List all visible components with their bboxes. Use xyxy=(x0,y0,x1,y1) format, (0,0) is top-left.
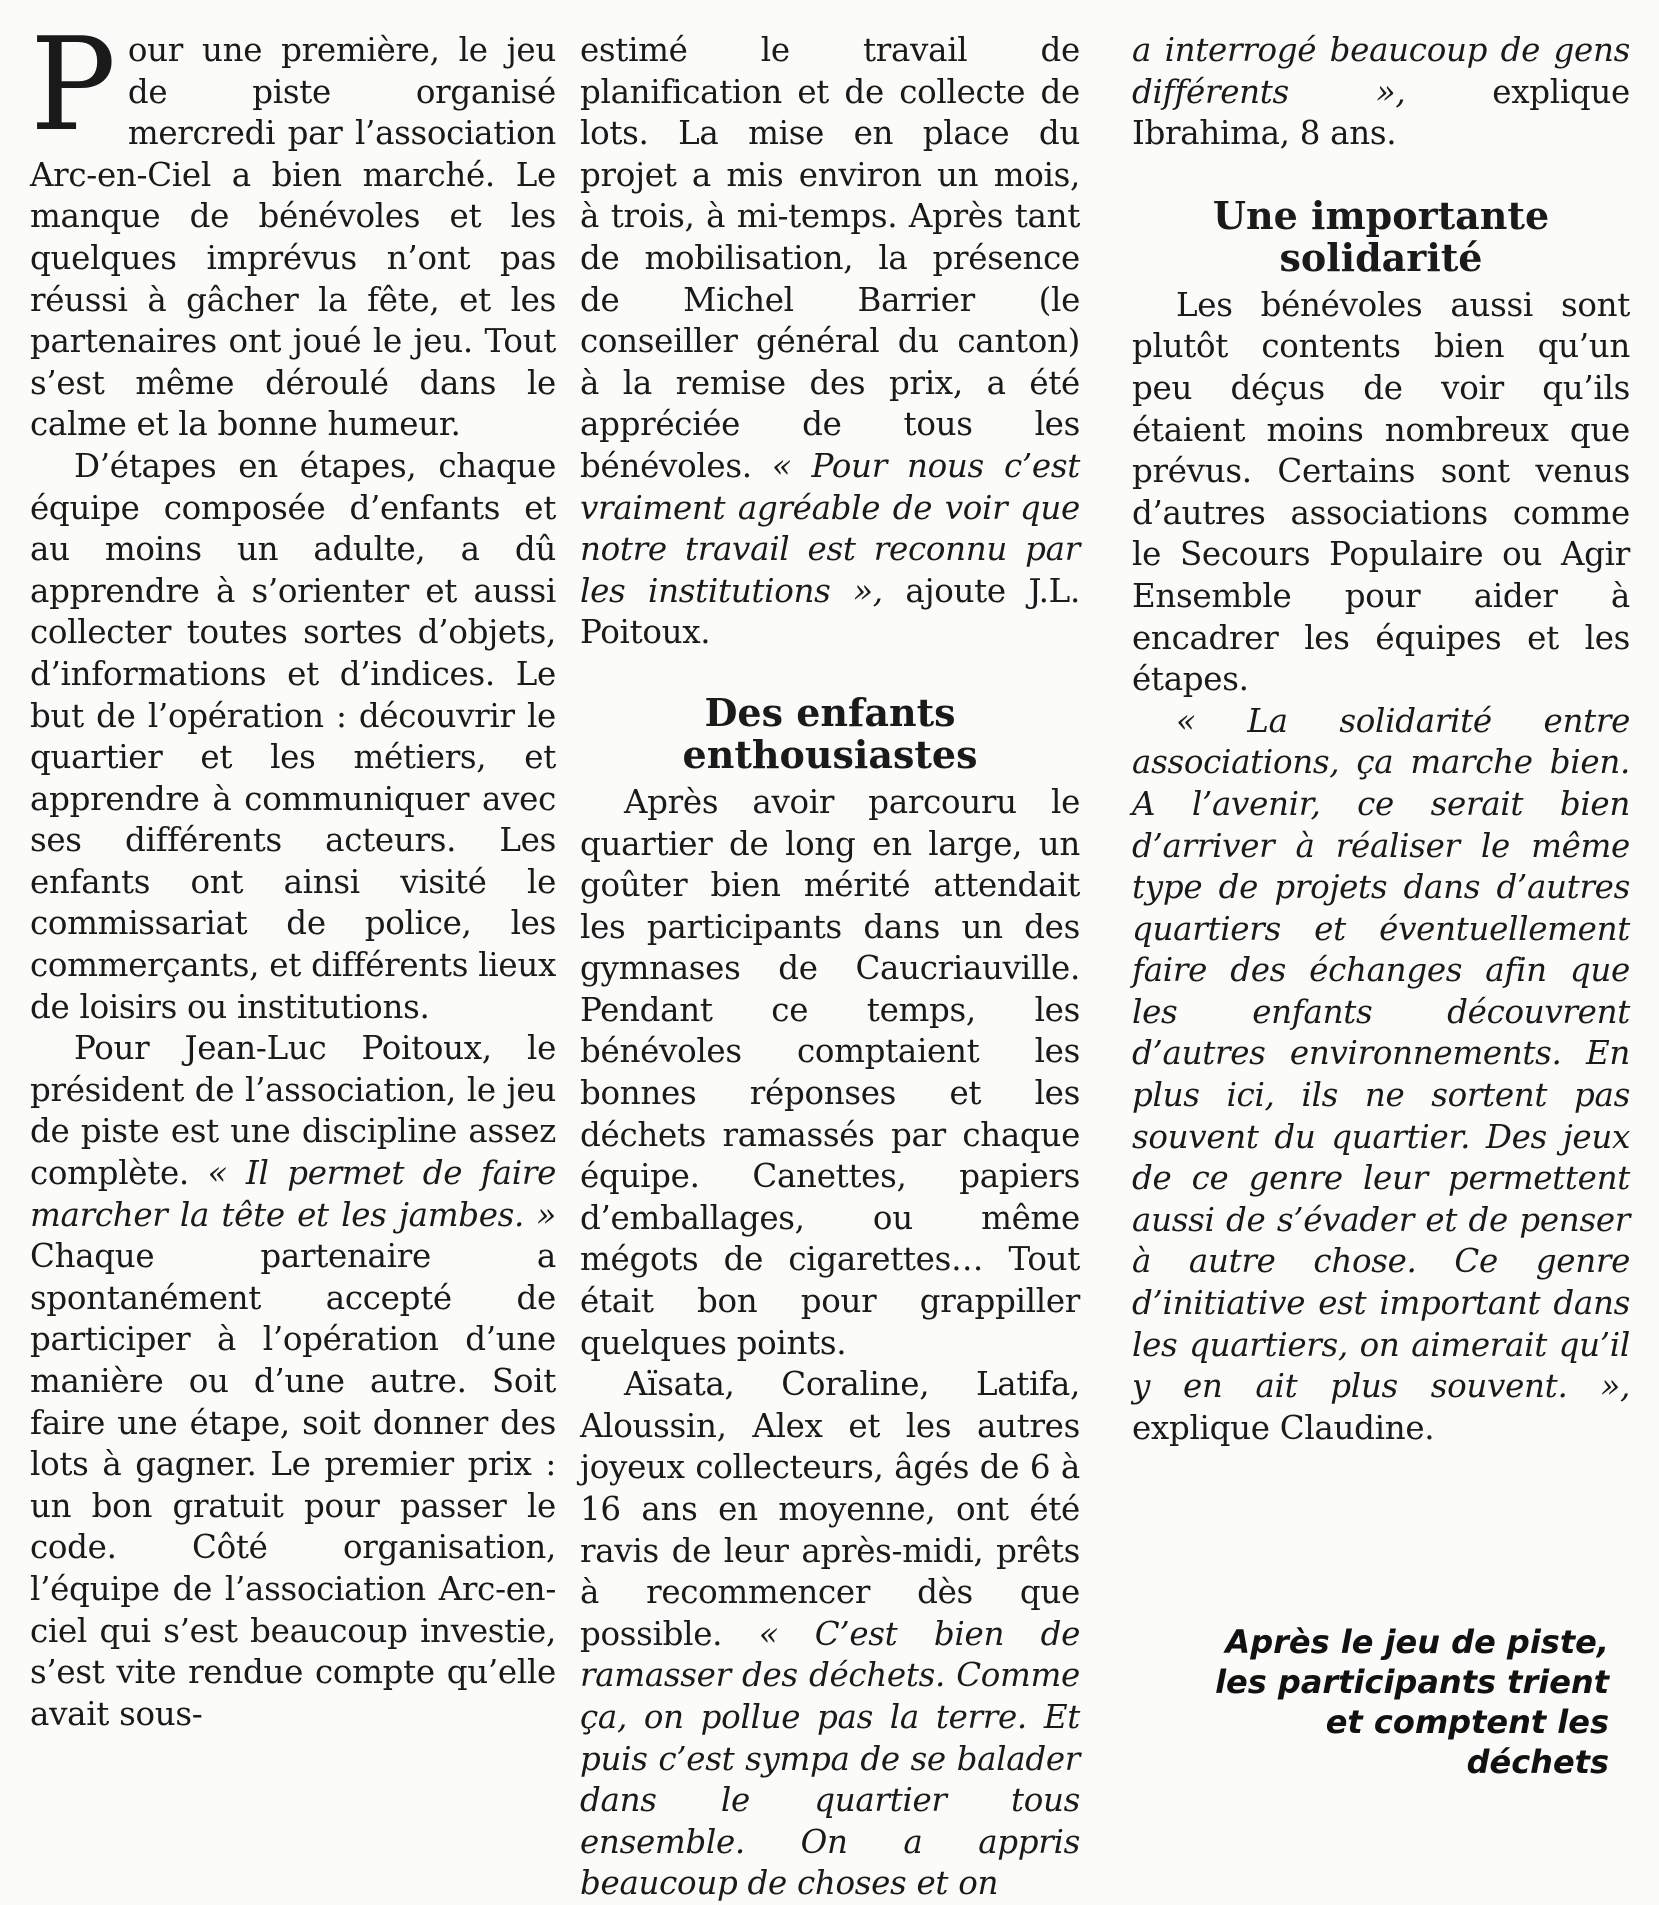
quote-text: a interrogé beaucoup de gens différents », xyxy=(1132,31,1630,111)
intro-text: our une première, le jeu de piste organisé mercredi par l’association Arc-en-Ciel a bien marché. Le manque de bénévoles et les quelques imprévus n’ont pas réussi à gâcher la fête, et les partenaires ont joué le jeu. Tout s’est même déroulé dans le calme et la bonne humeur. xyxy=(30,31,556,444)
intro-paragraph xyxy=(30,11,556,446)
body-text: Chaque partenaire a spontanément accepté de participer à l’opération d’une manière ou d’une autre. Soit faire une étape, soit donner des lots à gagner. Le premier prix : un bon gratuit pour passer le code. Côté organisation, l’équipe de l’association Arc-en-ciel qui s’est beaucoup investie, s’est vite rendue compte qu’elle avait sous- xyxy=(30,1237,556,1733)
body-text: explique Claudine. xyxy=(1132,1408,1435,1447)
section-heading: Une importante solidarité xyxy=(1212,192,1550,280)
photo-caption: Après le jeu de piste, les participants trient et comptent les déchets xyxy=(1215,1623,1609,1781)
article-column-3 xyxy=(1132,30,1630,1449)
body-paragraph: Après avoir parcouru le quartier de long en large, un goûter bien mérité attendait les participants dans un des gymnases de Caucriauville. Pendant ce temps, les bénévoles comptaient les bonnes réponses et les déchets ramassés par chaque équipe. Canettes, papiers d’emballages, ou même mégots de cigarettes… Tout était bon pour grappiller quelques points. xyxy=(580,782,1080,1362)
quote-text: « Pour nous c’est vraiment agréable de voir que notre travail est reconnu par les institutions », xyxy=(580,446,1081,610)
quote-text: « C’est bien de ramasser des déchets. Comme ça, on pollue pas la terre. Et puis c’est sympa de se balader dans le quartier tous ensemble. On a appris beaucoup de choses et on xyxy=(580,1614,1081,1903)
body-text: estimé le travail de planification et de collecte de lots. La mise en place du projet a mis environ un mois, à trois, à mi-temps. Après tant de mobilisation, la présence de Michel Barrier (le conseiller général du canton) à la remise des prix, a été appréciée de tous les bénévoles. xyxy=(580,31,1080,485)
drop-cap: P xyxy=(30,11,116,160)
body-paragraph: D’étapes en étapes, chaque équipe composée d’enfants et au moins un adulte, a dû apprendre à s’orienter et aussi collecter toutes sortes d’objets, d’informations et d’indices. Le but de l’opération : découvrir le quartier et les métiers, et apprendre à communiquer avec ses différents acteurs. Les enfants ont ainsi visité le commissariat de police, les commerçants, et différents lieux de loisirs ou institutions. xyxy=(30,446,556,1026)
body-text: Aïsata, Coraline, Latifa, Aloussin, Alex et les autres joyeux collecteurs, âgés de 6 à 16 ans en moyenne, ont été ravis de leur après-midi, prêts à recommencer dès que possible. xyxy=(580,1365,1080,1653)
body-paragraph xyxy=(1132,30,1630,155)
section-heading: Des enfants enthousiastes xyxy=(682,689,978,777)
body-paragraph xyxy=(30,1028,556,1735)
body-paragraph xyxy=(1132,701,1630,1450)
body-text: explique Ibrahima, 8 ans. xyxy=(1132,72,1630,153)
body-text: ajoute J.L. Poitoux. xyxy=(580,571,1080,652)
body-text: Pour Jean-Luc Poitoux, le président de l’association, le jeu de piste est une discipline assez complète. xyxy=(30,1029,556,1193)
article-column-1 xyxy=(30,11,556,1735)
body-paragraph xyxy=(580,30,1080,654)
body-paragraph: Les bénévoles aussi sont plutôt contents bien qu’un peu déçus de voir qu’ils étaient moins nombreux que prévus. Certains sont venus d’autres associations comme le Secours Populaire ou Agir Ensemble pour aider à encadrer les équipes et les étapes. xyxy=(1132,285,1630,699)
quote-text: « La solidarité entre associations, ça marche bien. A l’avenir, ce serait bien d’arriver à réaliser le même type de projets dans d’autres quartiers et éventuellement faire des échanges afin que les enfants découvrent d’autres environnements. En plus ici, ils ne sortent pas souvent du quartier. Des jeux de ce genre leur permettent aussi de s’évader et de penser à autre chose. Ce genre d’initiative est important dans les quartiers, on aimerait qu’il y en ait plus souvent. », xyxy=(1132,701,1630,1406)
article-column-2 xyxy=(580,30,1080,1905)
body-paragraph xyxy=(580,1364,1080,1905)
quote-text: « Il permet de faire marcher la tête et les jambes. » xyxy=(30,1154,556,1234)
